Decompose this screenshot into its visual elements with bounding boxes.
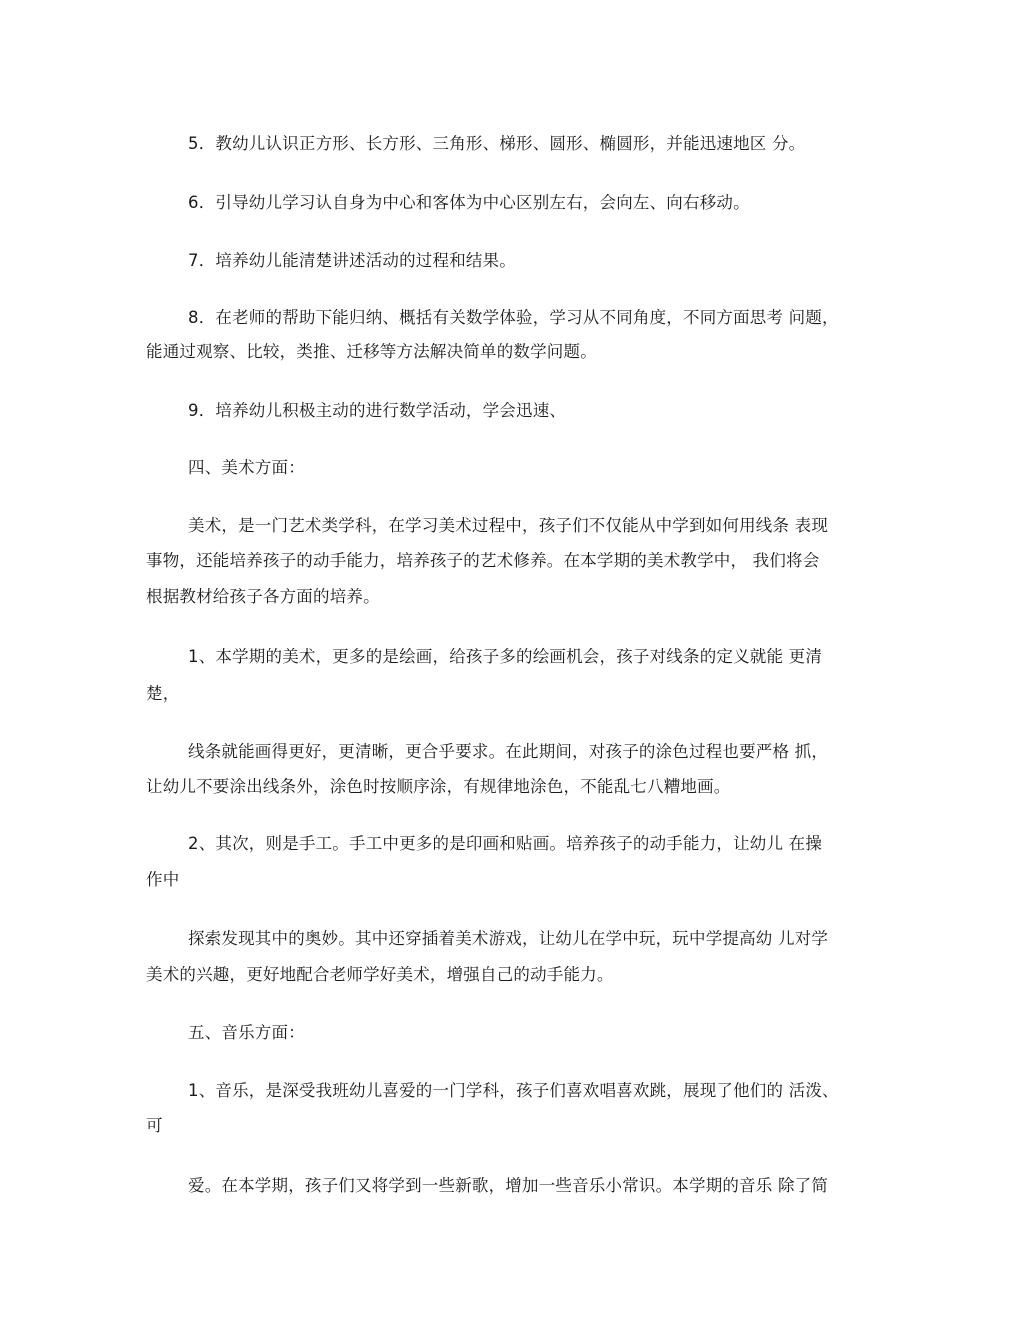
art-point-2-cont-line-1: 探索发现其中的奥妙。其中还穿插着美术游戏，让幼儿在学中玩，玩中学提高幼 儿对学 <box>188 929 829 948</box>
section-music-heading: 五、音乐方面： <box>188 1023 305 1042</box>
item-9-line: 9．培养幼儿积极主动的进行数学活动，学会迅速、 <box>188 401 567 420</box>
music-point-1-line-2: 可 <box>146 1116 163 1135</box>
item-8-line-1: 8．在老师的帮助下能归纳、概括有关数学体验，学习从不同角度，不同方面思考 问题， <box>188 308 839 327</box>
art-intro-line-3: 根据教材给孩子各方面的培养。 <box>146 587 380 606</box>
art-point-1-line-2: 楚， <box>146 684 180 703</box>
art-point-2-line-1: 2、其次，则是手工。手工中更多的是印画和贴画。培养孩子的动手能力，让幼儿 在操 <box>188 834 823 853</box>
art-point-1-cont-line-2: 让幼儿不要涂出线条外，涂色时按顺序涂，有规律地涂色，不能乱七八糟地画。 <box>146 777 731 796</box>
art-point-2-line-2: 作中 <box>146 870 180 889</box>
art-intro-line-2: 事物，还能培养孩子的动手能力，培养孩子的艺术修养。在本学期的美术教学中， 我们将会 <box>146 551 820 570</box>
art-point-2-cont-line-2: 美术的兴趣，更好地配合老师学好美术，增强自己的动手能力。 <box>146 965 614 984</box>
art-point-1-line-1: 1、本学期的美术，更多的是绘画，给孩子多的绘画机会，孩子对线条的定义就能 更清 <box>188 647 823 666</box>
art-point-1-cont-line-1: 线条就能画得更好，更清晰，更合乎要求。在此期间，对孩子的涂色过程也要严格 抓， <box>188 742 829 761</box>
music-point-1-line-1: 1、音乐，是深受我班幼儿喜爱的一门学科，孩子们喜欢唱喜欢跳，展现了他们的 活泼、 <box>188 1081 839 1100</box>
art-intro-line-1: 美术，是一门艺术类学科，在学习美术过程中，孩子们不仅能从中学到如何用线条 表现 <box>188 516 829 535</box>
item-5-line: 5．教幼儿认识正方形、长方形、三角形、梯形、圆形、椭圆形，并能迅速地区 分。 <box>188 134 806 153</box>
music-point-1-cont-line-1: 爱。在本学期，孩子们又将学到一些新歌，增加一些音乐小常识。本学期的音乐 除了简 <box>188 1176 829 1195</box>
item-6-line: 6．引导幼儿学习认自身为中心和客体为中心区别左右，会向左、向右移动。 <box>188 193 750 212</box>
section-art-heading: 四、美术方面： <box>188 458 305 477</box>
item-8-line-2: 能通过观察、比较，类推、迁移等方法解决简单的数学问题。 <box>146 342 597 361</box>
item-7-line: 7．培养幼儿能清楚讲述活动的过程和结果。 <box>188 251 516 270</box>
